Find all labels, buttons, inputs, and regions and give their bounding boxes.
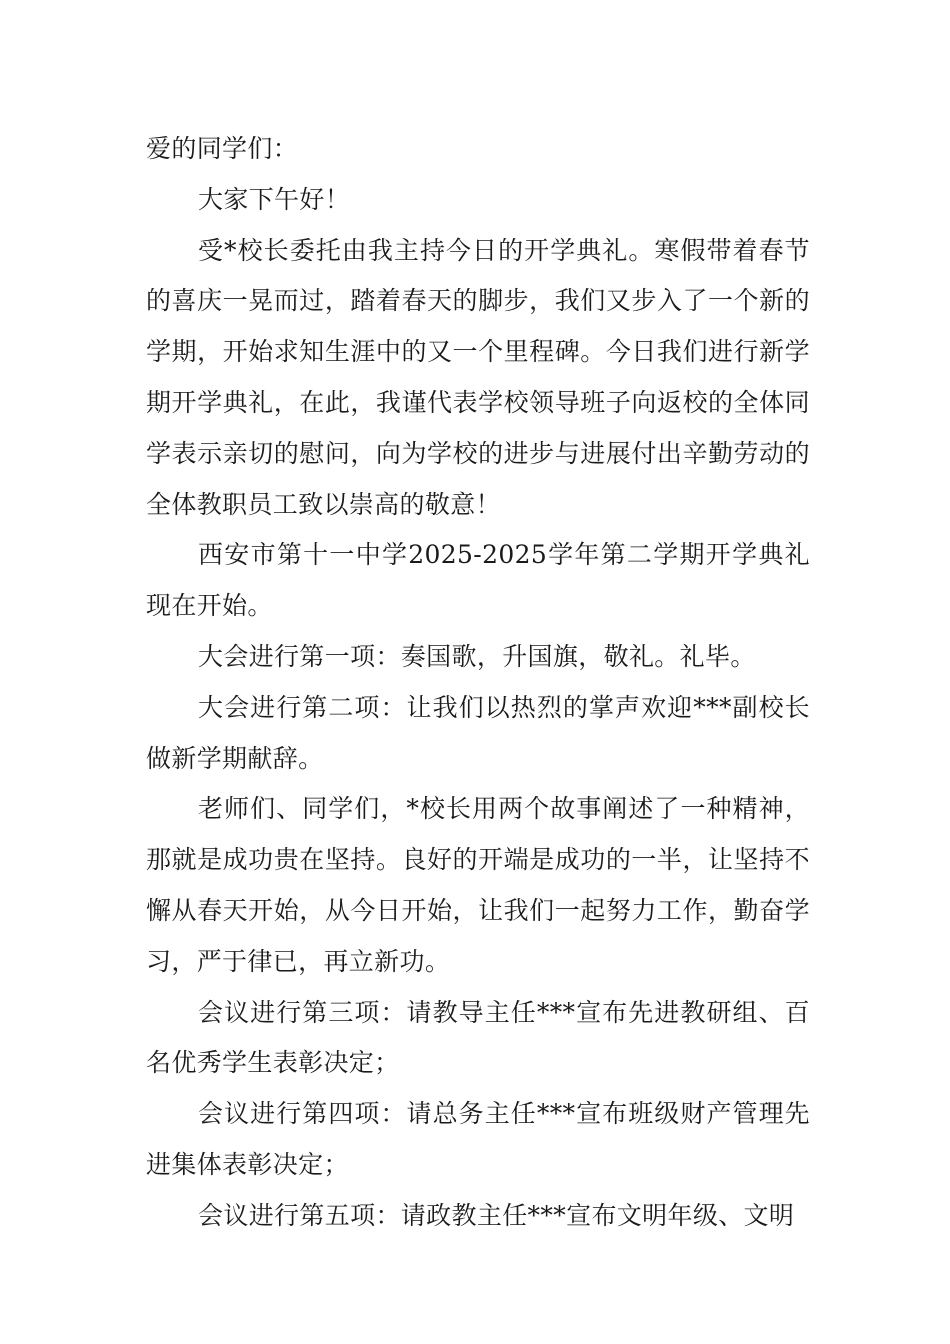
document-body xyxy=(146,124,810,1242)
agenda-item-5: 会议进行第五项：请政教主任***宣布文明年级、文明 xyxy=(198,1200,795,1230)
opening-paragraph: 受*校长委托由我主持今日的开学典礼。寒假带着春节的喜庆一晃而过，踏着春天的脚步，我们又步入了一个新的学期，开始求知生涯中的又一个里程碑。今日我们进行新学期开学典礼，在此，我谨代表学校领导班子向返校的全体同学表示亲切的慰问，向为学校的进步与进展付出辛勤劳动的全体教职员工致以崇高的敬意！ xyxy=(146,235,810,519)
agenda-item-1: 大会进行第一项：奏国歌，升国旗，敬礼。礼毕。 xyxy=(198,641,756,671)
salutation-paragraph: 大家下午好！ xyxy=(198,184,351,214)
agenda-item-4: 会议进行第四项：请总务主任***宣布班级财产管理先进集体表彰决定； xyxy=(146,1099,810,1179)
agenda-item-2: 大会进行第二项：让我们以热烈的掌声欢迎***副校长做新学期献辞。 xyxy=(146,692,810,773)
agenda-item-3: 会议进行第三项：请教导主任***宣布先进教研组、百名优秀学生表彰决定； xyxy=(146,997,810,1078)
ceremony-start-paragraph: 西安市第十一中学2025-2025学年第二学期开学典礼现在开始。 xyxy=(146,540,810,621)
speech-summary-paragraph: 老师们、同学们，*校长用两个故事阐述了一种精神，那就是成功贵在坚持。良好的开端是成功的一半，让坚持不懈从春天开始，从今日开始，让我们一起努力工作，勤奋学习，严于律已，再立新功。 xyxy=(146,794,810,976)
greeting-line: 爱的同学们： xyxy=(146,134,299,163)
